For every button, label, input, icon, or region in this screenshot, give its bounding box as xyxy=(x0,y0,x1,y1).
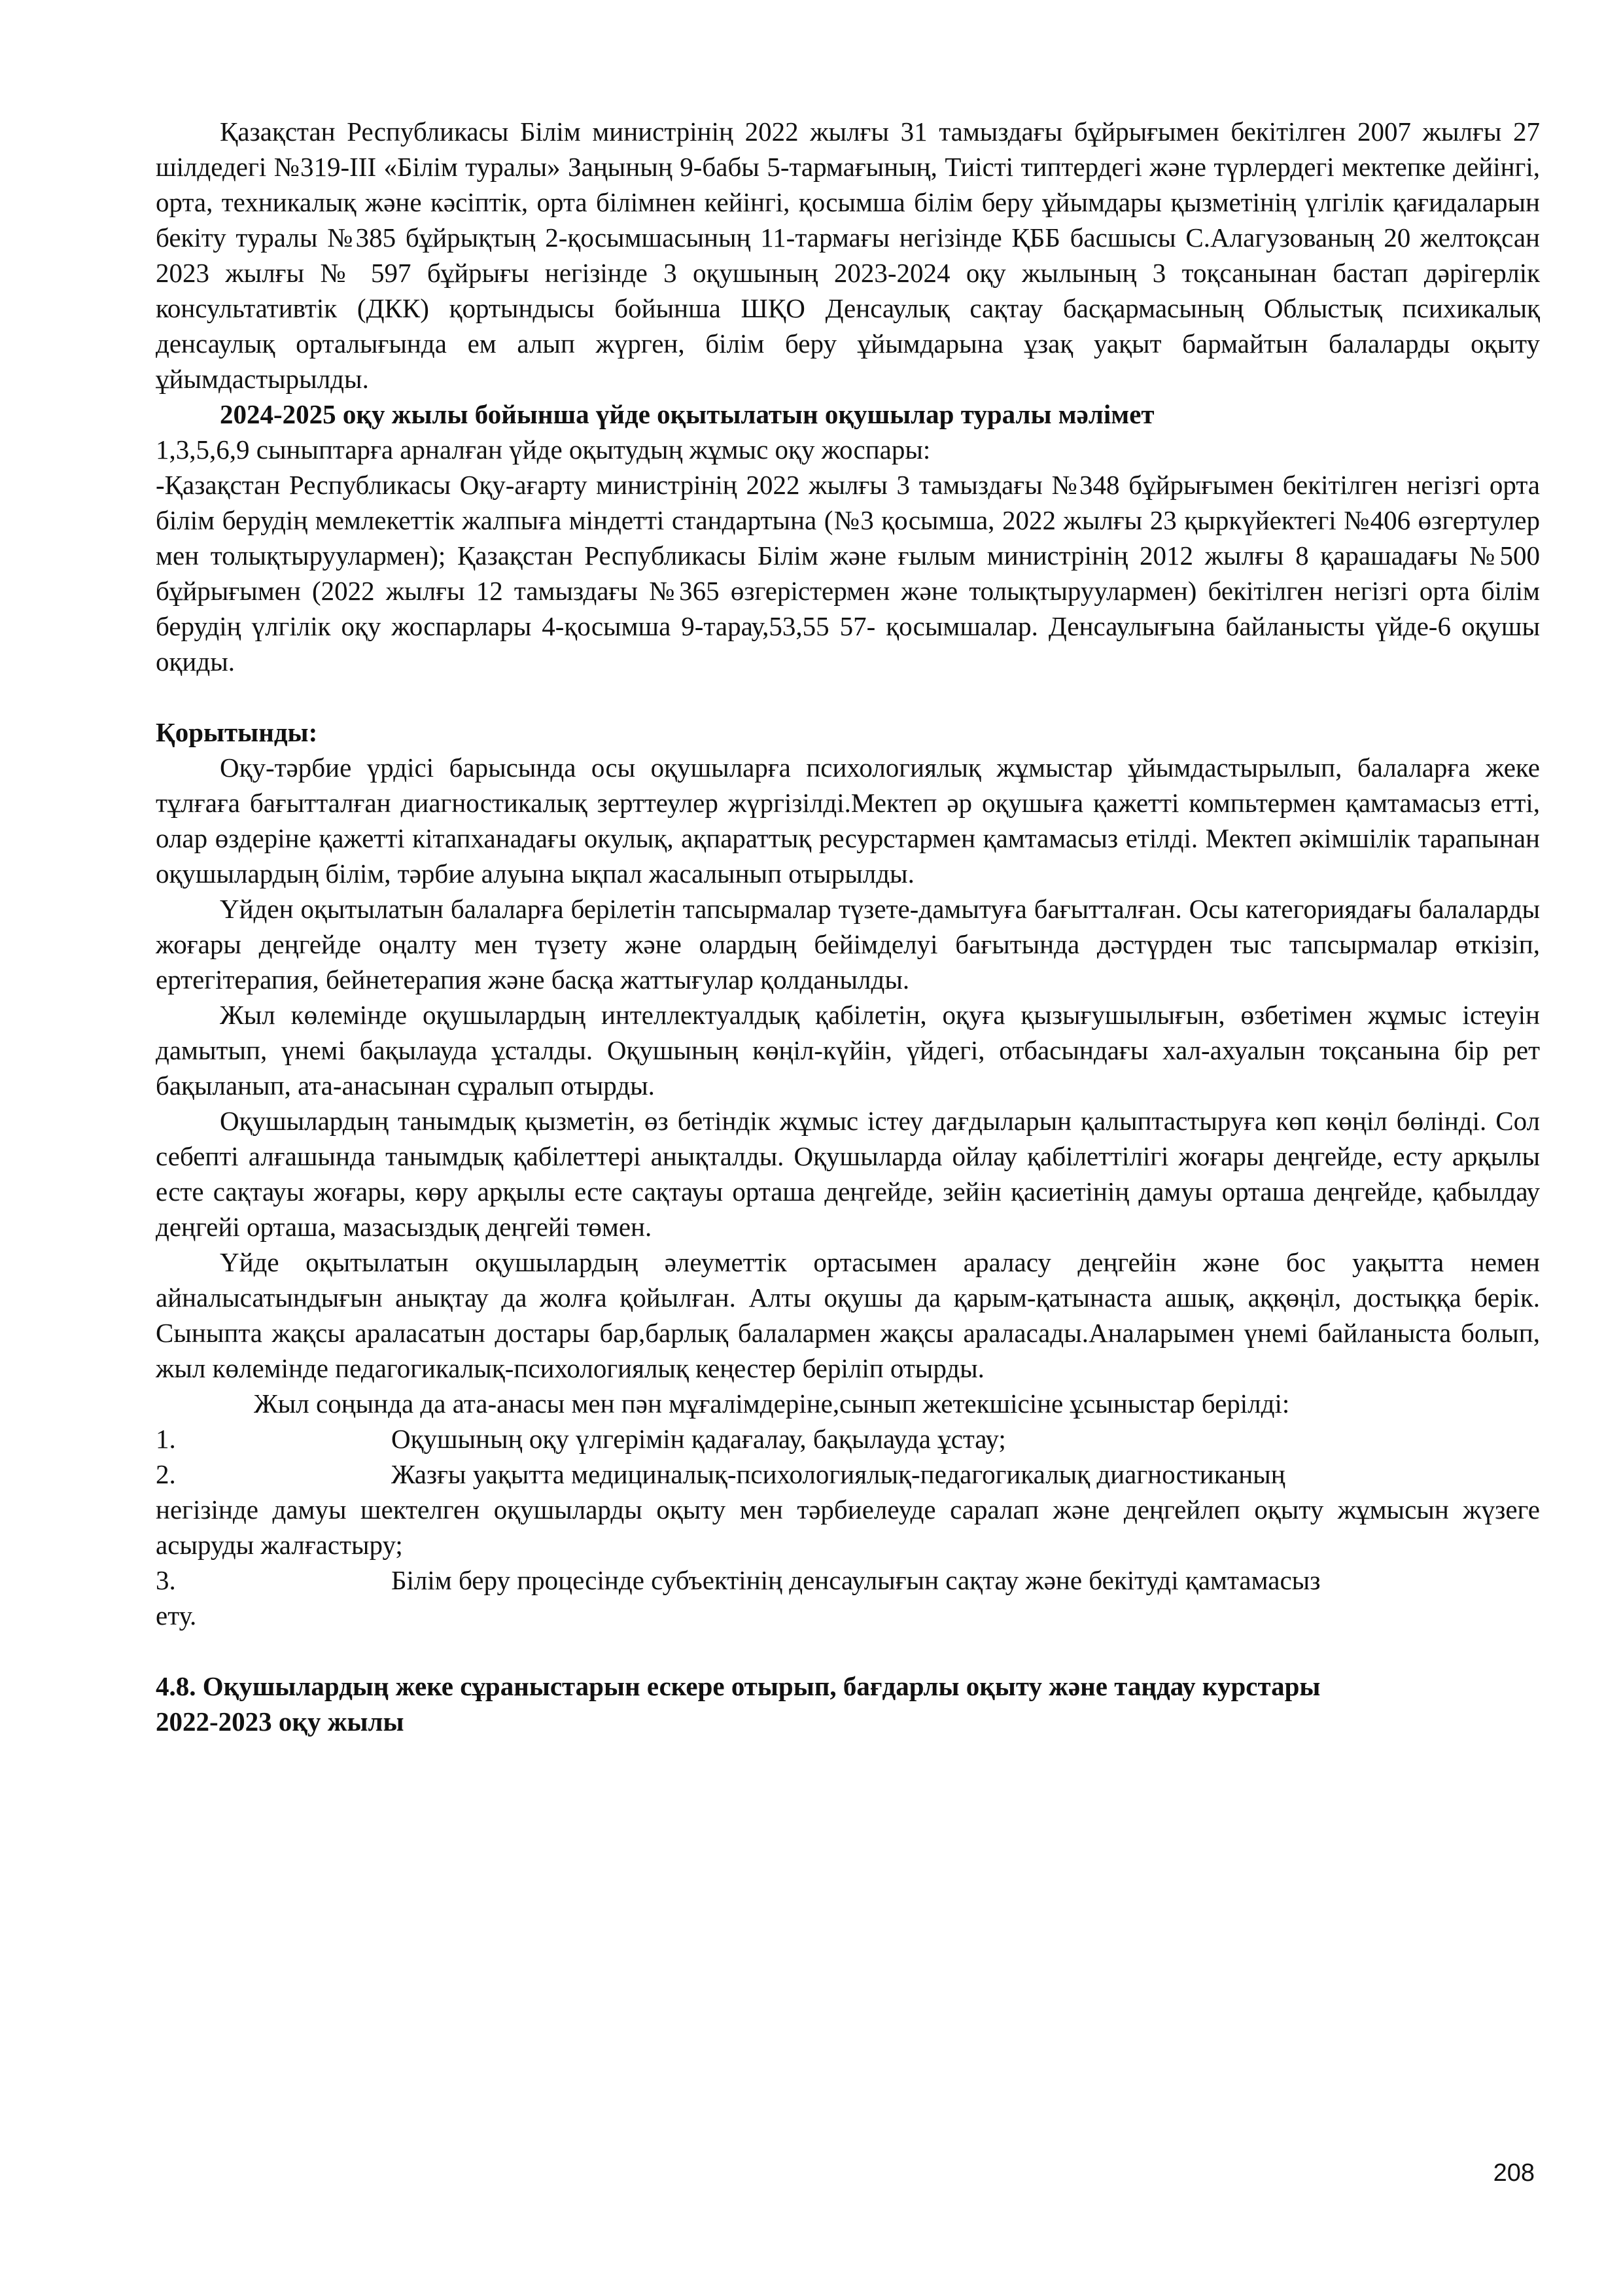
document-page xyxy=(156,114,1540,1739)
page-number: 208 xyxy=(1493,2159,1535,2187)
section-heading-conclusion: Қорытынды: xyxy=(156,717,318,747)
spacer xyxy=(156,679,1540,715)
paragraph-intellectual-development: Жыл көлемінде оқушылардың интеллектуалдық қабілетін, оқуға қызығушылығын, өзбетімен жұмыс істеуін дамытып, үнемі бақылауда ұсталды. Оқушының көңіл-күйін, үйдегі, отбасындағы хал-ахуалын тоқсанына бір рет бақыланып, ата-анасынан сұралып отырды. xyxy=(156,1000,1540,1101)
list-item xyxy=(156,1457,1540,1563)
paragraph-standards: -Қазақстан Республикасы Оқу-ағарту министрінің 2022 жылғы 3 тамыздағы №348 бұйрығымен бекітілген негізгі орта білім берудің мемлекеттік жалпыға міндетті стандартына (№3 қосымша, 2022 жылғы 23 қыркүйектегі №406 өзгертулер мен толықтыруулармен); Қазақстан Республикасы Білім және ғылым министрінің 2012 жылғы 8 қарашадағы №500 бұйрығымен (2022 жылғы 12 тамыздағы №365 өзгерістермен және толықтыруулармен) бекітілген негізгі орта білім берудің үлгілік оқу жоспарлары 4-қосымша 9-тарау,53,55 57- қосымшалар. Денсаулығына байланысты үйде-6 оқушы оқиды. xyxy=(156,470,1540,677)
section-heading-home-schooling: 2024-2025 оқу жылы бойынша үйде оқытылатын оқушылар туралы мәлімет xyxy=(220,399,1155,429)
list-item-text: Білім беру процесінде субъектінің денсаулығын сақтау және бекітуді қамтамасыз xyxy=(391,1565,1321,1595)
list-item-number: 1. xyxy=(156,1424,176,1454)
section-heading-profile-courses: 4.8. Оқушылардың жеке сұраныстарын ескере отырып, бағдарлы оқыту және таңдау курстары xyxy=(156,1671,1321,1701)
paragraph-cognitive-activity: Оқушылардың танымдық қызметін, өз бетіндік жұмыс істеу дағдыларын қалыптастыруға көп көңіл бөлінді. Сол себепті алғашында танымдық қабілеттері анықталды. Оқушыларда ойлау қабілеттілігі жоғары деңгейде, есту арқылы есте сақтауы жоғары, көру арқылы есте сақтауы орташа деңгейде, зейін қасиетінің дамуы орташа деңгейде, қабылдау деңгейі орташа, мазасыздық деңгейі төмен. xyxy=(156,1106,1540,1242)
list-item-continuation: негізінде дамуы шектелген оқушыларды оқыту мен тәрбиелеуде саралап және деңгейлеп оқыту жұмысын жүзеге асыруды жалғастыру; xyxy=(156,1494,1540,1560)
section-subheading-year: 2022-2023 оқу жылы xyxy=(156,1706,404,1737)
paragraph-recommendations: Жыл соңында да ата-анасы мен пән мұғалімдеріне,сынып жетекшісіне ұсыныстар берілді: xyxy=(254,1388,1290,1419)
recommendation-list xyxy=(156,1421,1540,1633)
paragraph-curriculum-intro: 1,3,5,6,9 сыныптарға арналған үйде оқытудың жұмыс оқу жоспары: xyxy=(156,434,931,465)
list-item-continuation: ету. xyxy=(156,1600,197,1631)
list-item-text: Оқушының оқу үлгерімін қадағалау, бақылауда ұстау; xyxy=(391,1424,1006,1454)
list-item xyxy=(156,1421,1540,1457)
paragraph-social-environment: Үйде оқытылатын оқушылардың әлеуметтік ортасымен араласу деңгейін және бос уақытта немен айналысатындығын анықтау да жолға қойылған. Алты оқушы да қарым-қатынаста ашық, аққөңіл, достыққа берік. Сыныпта жақсы араласатын достары бар,барлық балалармен жақсы араласады.Аналарымен үнемі байланыста болып, жыл көлемінде педагогикалық-психологиялық кеңестер беріліп отырды. xyxy=(156,1247,1540,1383)
spacer xyxy=(156,1633,1540,1669)
list-item-number: 3. xyxy=(156,1565,176,1595)
paragraph-psychology-work: Оқу-тәрбие үрдісі барысында осы оқушыларға психологиялық жұмыстар ұйымдастырылып, балаларға жеке тұлғаға бағытталған диагностикалық зерттеулер жүргізілді.Мектеп әр оқушыға қажетті компьтермен қамтамасыз етті, олар өздеріне қажетті кітапханадағы окулық, ақпараттық ресурстармен қамтамасыз етілді. Мектеп әкімшілік тарапынан оқушылардың білім, тәрбие алуына ықпал жасалынып отырылды. xyxy=(156,752,1540,889)
paragraph-correctional-tasks: Үйден оқытылатын балаларға берілетін тапсырмалар түзете-дамытуға бағытталған. Осы категориядағы балаларды жоғары деңгейде оңалту мен түзету және олардың бейімделуі бағытында дәстүрден тыс тапсырмалар өткізіп, ертегітерапия, бейнетерапия және басқа жаттығулар қолданылды. xyxy=(156,894,1540,995)
list-item-number: 2. xyxy=(156,1459,176,1489)
paragraph-intro: Қазақстан Республикасы Білім министрінің 2022 жылғы 31 тамыздағы бұйрығымен бекітілген 2007 жылғы 27 шілдедегі №319-ІІІ «Білім туралы» Заңының 9-бабы 5-тармағының, Тиісті типтердегі және түрлердегі мектепке дейінгі, орта, техникалық және кәсіптік, орта білімнен кейінгі, қосымша білім беру ұйымдары қызметінің үлгілік қағидаларын бекіту туралы №385 бұйрықтың 2-қосымшасының 11-тармағы негізінде ҚББ басшысы С.Алагузованың 20 желтоқсан 2023 жылғы № 597 бұйрығы негізінде 3 оқушының 2023-2024 оқу жылының 3 тоқсанынан бастап дәрігерлік консультативтік (ДКК) қортындысы бойынша ШҚО Денсаулық сақтау басқармасының Облыстық психикалық денсаулық орталығында ем алып жүрген, білім беру ұйымдарына ұзақ уақыт бармайтын балаларды оқыту ұйымдастырылды. xyxy=(156,116,1540,394)
list-item xyxy=(156,1563,1540,1633)
list-item-text: Жазғы уақытта медициналық-психологиялық-педагогикалық диагностиканың xyxy=(391,1459,1285,1489)
